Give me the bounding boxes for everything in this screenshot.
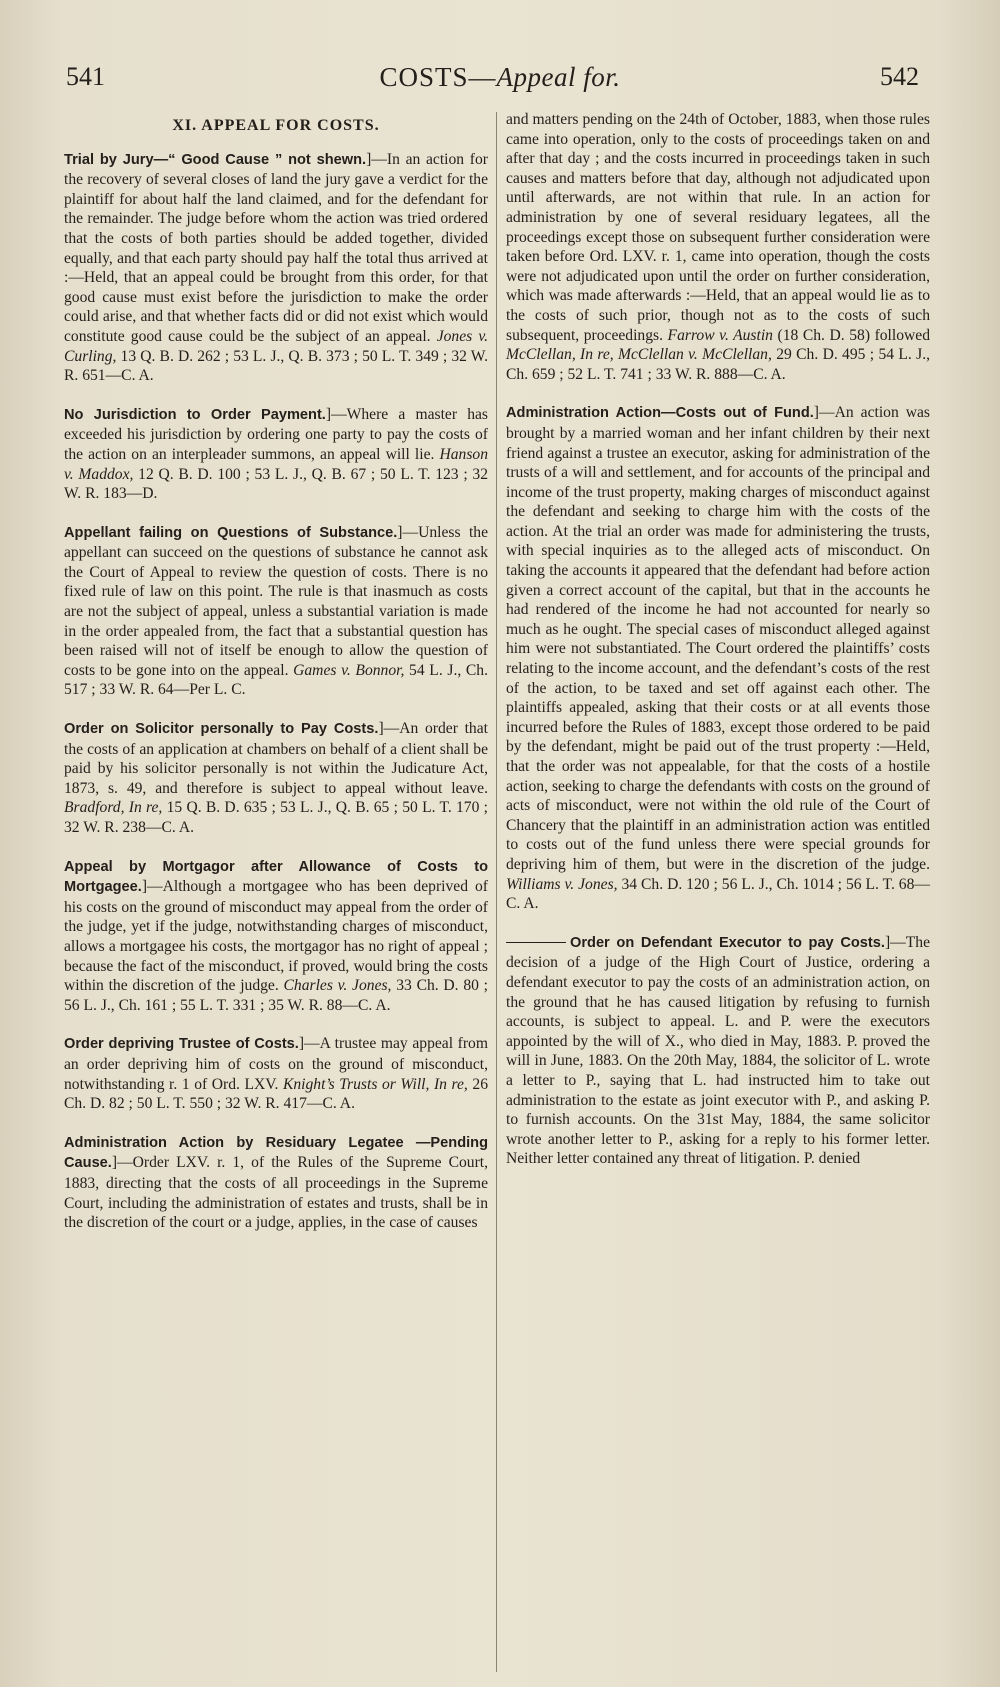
running-title-italic: Appeal for. [496,62,621,92]
entry-appeal-by-mortgagor [64,857,488,1016]
page-header [0,62,1000,102]
citation: 34 Ch. D. 120 ; 56 L. J., Ch. 1014 ; 56 L. T. 68—C. A. [506,875,930,913]
entry-heading: Trial by Jury—“ Good Cause ” not shewn. [64,151,367,168]
case-name: Knight’s Trusts or Will, In re, [282,1075,468,1093]
entry-text: ]—In an action for the recovery of several closes of land the jury gave a verdict for the plaintiff for about half the land claimed, and for the defendant for the remainder. The judge before whom the action was tried ordered that the costs of both parties should be added together, divided equally, and that each party should pay half the total thus arrived at :—Held, that an appeal could be brought from this order, for that good cause must exist before the jurisdiction to make the order could arise, and that whether facts did or did not exist which would constitute good cause could be the subject of an appeal. [64,150,488,345]
citation: 15 Q. B. D. 635 ; 53 L. J., Q. B. 65 ; 50 L. T. 170 ; 32 W. R. 238—C. A. [64,799,488,836]
left-column [64,110,488,1252]
entry-heading: Order depriving Trustee of Costs. [64,1036,299,1053]
citation: 33 Ch. D. 80 ; 56 L. J., Ch. 161 ; 55 L. T. 331 ; 35 W. R. 88—C. A. [64,977,489,1014]
citation: (18 Ch. D. 58) followed [772,326,930,344]
entry-order-defendant-executor [506,933,930,1169]
right-column [506,110,930,1188]
entry-text: ]—The decision of a judge of the High Court of Justice, ordering a defendant executor to pay the costs of an administration action, on the ground that he has caused litigation by refusing to furnish accounts, is subject to appeal. L. and P. were the executors appointed by the will of X., who died in May, 1883. P. proved the will in June, 1883. On the 20th May, 1884, the solicitor of L. wrote a letter to P., saying that L. had instructed him to take out administration to the estate as joint executor with P., and asking P. to furnish accounts. On the 31st May, 1884, the same solicitor wrote another letter to P., asking for a reply to his former letter. Neither letter contained any threat of litigation. P. denied [506,933,930,1168]
citation: 54 L. J., Ch. 517 ; 33 W. R. 64—Per L. C. [64,661,488,699]
case-name-2: McClellan, In re, McClellan v. McClellan, [506,346,772,364]
entry-continued [506,110,930,384]
citation: 13 Q. B. D. 262 ; 53 L. J., Q. B. 373 ; 50 L. T. 349 ; 32 W. R. 651—C. A. [64,347,488,385]
left-page-number: 541 [66,62,105,91]
entry-no-jurisdiction [64,405,488,504]
citation-2: 29 Ch. D. 495 ; 54 L. J., Ch. 659 ; 52 L. T. 741 ; 33 W. R. 888—C. A. [506,346,930,383]
entry-appellant-failing [64,523,488,700]
entry-administration-residuary [64,1133,488,1233]
citation: 12 Q. B. D. 100 ; 53 L. J., Q. B. 67 ; 50 L. T. 123 ; 32 W. R. 183—D. [64,465,489,503]
entry-text: and matters pending on the 24th of October, 1883, when those rules came into operation, only to the costs of proceedings taken on and after that day ; and the costs incurred in proceedings taken in such causes and matters before that day, although not adjudicated upon until afterwards, are not within that rule. In an action for administration by one of several residuary legatees, all the proceedings except those on subsequent further consideration were taken before Ord. LXV. r. 1, came into operation, though the costs were not adjudicated upon until the order on further consideration, which was made afterwards :—Held, that an appeal would lie as to the costs of such prior, though not as to the costs of such subsequent, proceedings. [506,111,930,344]
case-name: Williams v. Jones, [506,875,618,893]
entry-heading: Appeal by Mortgagor after Allowance of Costs to Mortgagee. [64,858,488,896]
citation: 26 Ch. D. 82 ; 50 L. T. 550 ; 32 W. R. 417—C. A. [64,1075,488,1113]
entry-text: ]—Where a master has exceeded his jurisdiction by ordering one party to pay the costs of the action on an interpleader summons, an appeal will lie. [64,405,488,463]
entry-heading: Appellant failing on Questions of Substance. [64,524,398,541]
entry-text: ]—A trustee may appeal from an order depriving him of costs on the ground of misconduct, notwithstanding r. 1 of Ord. LXV. [64,1035,488,1093]
entry-heading: No Jurisdiction to Order Payment. [64,406,326,423]
case-name: Charles v. Jones, [283,977,392,995]
entry-text: ]—Order LXV. r. 1, of the Rules of the Supreme Court, 1883, directing that the costs of all proceedings in the Supreme Court, including the administration of estates and trusts, shall be in the discretion of the court or a judge, applies, in the case of causes [64,1154,488,1232]
entry-text: ]—Although a mortgagee who has been deprived of his costs on the ground of misconduct may appeal from the order of the judge, yet if the judge, notwithstanding charges of misconduct, allows a mortgagee his costs, the mortgagor has no right of appeal ; because the fact of the misconduct, if proved, would bring the costs within the discretion of the judge. [64,878,488,995]
case-name: Games v. Bonnor, [293,661,405,679]
entry-text: ]—An order that the costs of an application at chambers on behalf of a client shall be paid by his solicitor personally is not within the Judicature Act, 1873, s. 49, and therefore is subject to appeal without leave. [64,720,488,797]
case-name: Hanson v. Maddox, [64,445,488,483]
entry-heading: Administration Action by Residuary Legatee —Pending Cause. [64,1134,488,1172]
running-title [0,62,1000,93]
right-page-number: 542 [880,62,919,91]
entry-text: ]—An action was brought by a married woman and her infant children by their next friend against a trustee an executor, asking for administration of the trusts of a will and settlement, and for accounts of the principal and income of the trust property, making charges of misconduct against the defendant and seeking to charge him with the costs of the action. At the trial an order was made for administering the trusts, with special inquiries as to the alleged acts of misconduct. On taking the accounts it appeared that the defendant had before action given a correct account of the capital, but that in the accounts he had rendered of the income he had not accounted for nearly so much as he ought. The special cases of misconduct alleged against him were not substantiated. The Court ordered the plaintiffs’ costs relating to the income account, and the defendant’s costs of the rest of the action, to be taxed and set off against each other. The plaintiffs appealed, asking that their costs or at all events those incurred before the Rules of 1883, except those ordered to be paid by the defendant, might be paid out of the trust property :—Held, that the order was not appealable, for that the costs of a hostile action, seeking to charge the defendants with costs on the ground of acts of misconduct, were not within the old rule of the Court of Chancery that the plaintiff in an administration action was entitled to costs out of the fund unless there were special grounds for depriving him of them, but were in the discretion of the judge. [506,404,931,873]
entry-heading: Administration Action—Costs out of Fund. [506,405,814,422]
entry-administration-costs-fund [506,403,930,913]
entry-trial-by-jury [64,150,488,386]
case-name: Jones v. Curling, [64,327,488,365]
entry-heading: Order on Solicitor personally to Pay Costs. [64,721,379,738]
entry-order-depriving-trustee [64,1034,488,1113]
running-title-main: COSTS— [379,62,497,92]
case-name: Bradford, In re, [64,799,163,817]
entry-text: ]—Unless the appellant can succeed on the questions of substance he cannot ask the Court of Appeal to review the question of costs. There is no fixed rule of law on this point. The rule is that inasmuch as costs are not the subject of appeal, unless a substantial variation is made in the order appealed from, the fact that a substantial question has been raised will not of itself be enough to allow the question of costs to be gone into on the appeal. [64,523,489,679]
dash-rule [506,942,566,943]
case-name: Farrow v. Austin [667,326,773,344]
entry-order-on-solicitor [64,719,488,838]
entry-heading: Order on Defendant Executor to pay Costs. [570,934,885,951]
section-title: XI. APPEAL FOR COSTS. [172,117,380,134]
column-divider [496,112,497,1672]
